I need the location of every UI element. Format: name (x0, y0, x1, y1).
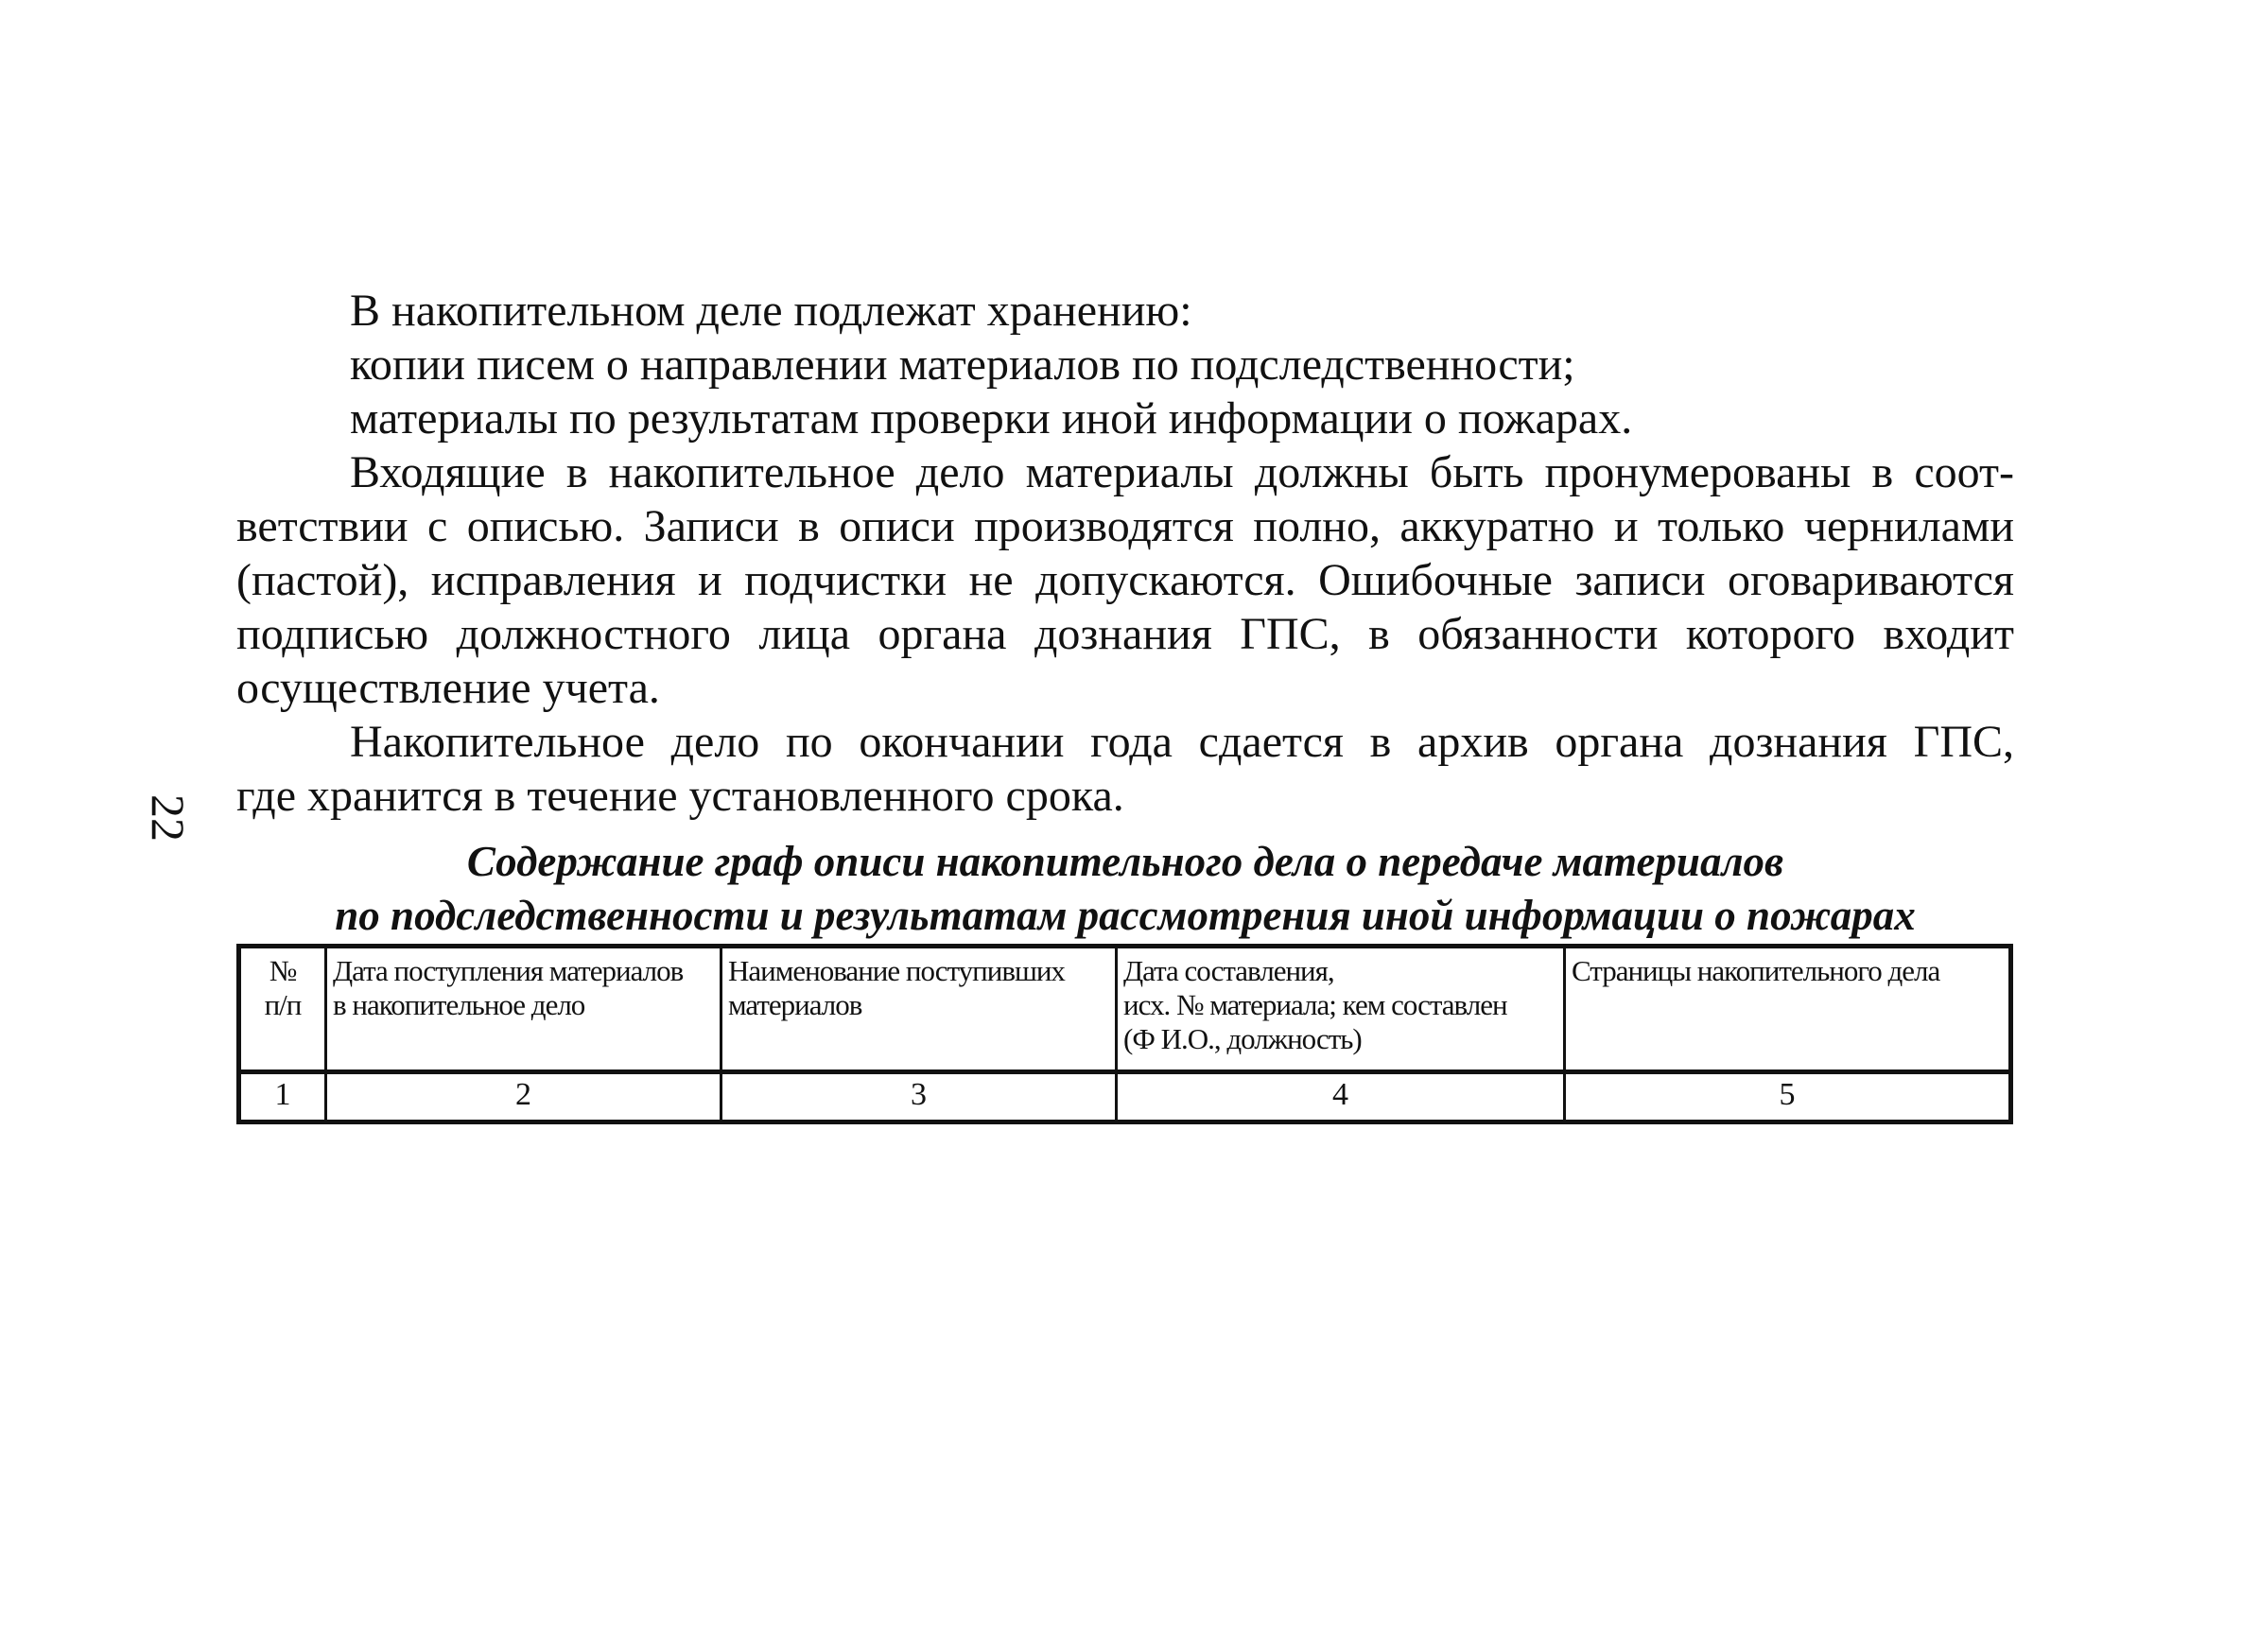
column-number-cell: 4 (1117, 1072, 1565, 1122)
table-title-line-2: по подследственности и результатам рассмотрения иной информации о пожарах (335, 892, 1916, 939)
header-cell-number-line-1: № (269, 954, 297, 987)
table-number-row (239, 1072, 2011, 1122)
header-cell-material-name (721, 947, 1117, 1072)
column-number-cell: 5 (1565, 1072, 2011, 1122)
header-cell-receipt-date-line-1: Дата поступления материалов (333, 954, 684, 987)
paragraph-check-materials: материалы по результатам проверки иной информации о пожарах. (350, 393, 1633, 443)
header-cell-pages (1565, 947, 2011, 1072)
paragraph-storage-intro: В накопительном деле подлежат хранению: (350, 286, 1192, 336)
inventory-columns-table (236, 944, 2013, 1124)
paragraph-archive-line-1: Накопительное дело по окончании года сдается в архив органа дознания ГПС, (350, 717, 2014, 767)
header-cell-compilation-date-line-3: (Ф И.О., должность) (1123, 1022, 1362, 1055)
header-cell-material-name-line-1: Наименование поступивших (728, 954, 1065, 987)
paragraph-numbering-line-4: подписью должностного лица органа дознания ГПС, в обязанности которого входит (236, 609, 2014, 659)
table-header-row (239, 947, 2011, 1072)
header-cell-number-line-2: п/п (264, 988, 302, 1021)
header-cell-number (239, 947, 326, 1072)
column-number-cell: 3 (721, 1072, 1117, 1122)
header-cell-material-name-line-2: материалов (728, 988, 862, 1021)
paragraph-numbering-line-1: Входящие в накопительное дело материалы должны быть пронумерованы в соот- (350, 447, 2014, 497)
column-number-cell: 2 (326, 1072, 721, 1122)
paragraph-numbering-line-3: (пастой), исправления и подчистки не допускаются. Ошибочные записи оговариваются (236, 555, 2014, 605)
paragraph-numbering-line-2: ветствии с описью. Записи в описи производятся полно, аккуратно и только чернилами (236, 501, 2014, 551)
paragraph-numbering-line-5: осуществление учета. (236, 663, 660, 713)
table-title-line-1: Содержание граф описи накопительного дела о передаче материалов (466, 838, 1784, 885)
header-cell-compilation-date-line-1: Дата составления, (1123, 954, 1334, 987)
header-cell-pages-line-1: Страницы накопительного дела (1572, 954, 1940, 987)
header-cell-receipt-date (326, 947, 721, 1072)
header-cell-compilation-date-line-2: исх. № материала; кем составлен (1123, 988, 1507, 1021)
header-cell-compilation-date (1117, 947, 1565, 1072)
column-number-cell: 1 (239, 1072, 326, 1122)
paragraph-archive-line-2: где хранится в течение установленного срока. (236, 771, 1124, 821)
page-number: 22 (142, 794, 195, 842)
header-cell-receipt-date-line-2: в накопительное дело (333, 988, 585, 1021)
paragraph-letters-copies: копии писем о направлении материалов по подследственности; (350, 339, 1575, 390)
